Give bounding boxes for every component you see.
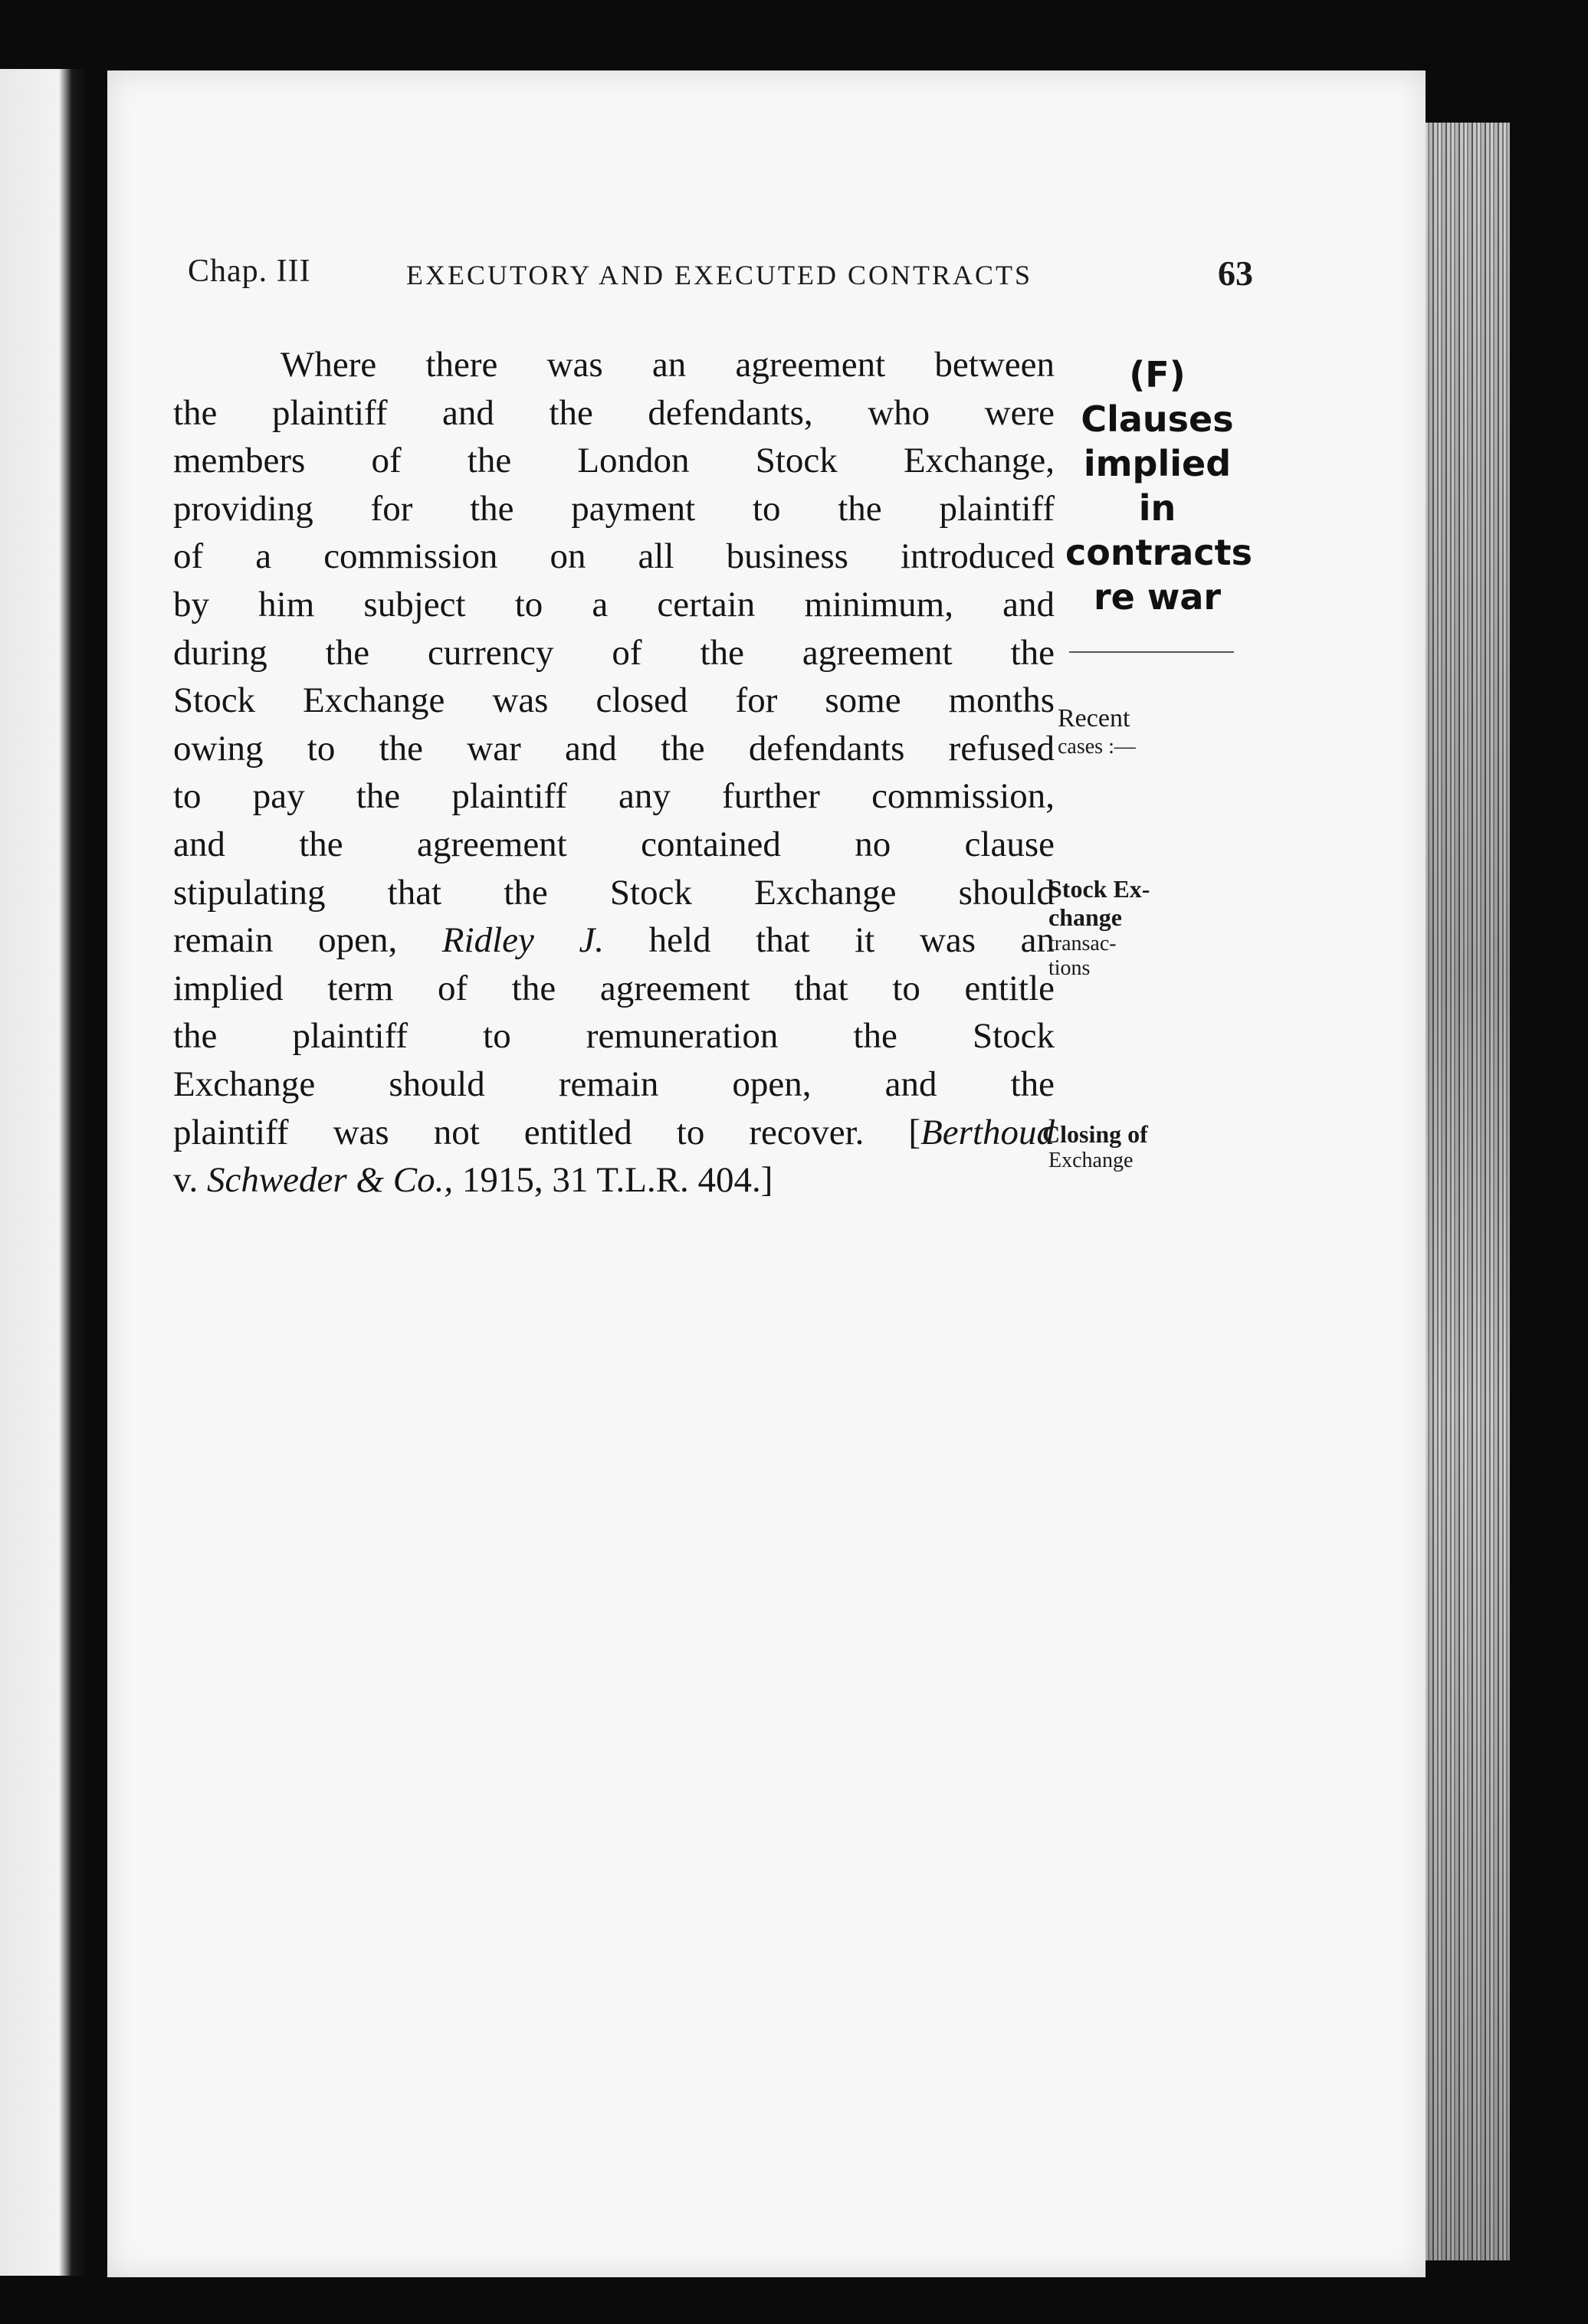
body-text-run: v. <box>173 1160 198 1201</box>
margin-heading-line: Clauses <box>1081 398 1234 440</box>
body-line <box>173 1156 1055 1205</box>
side-note-stock-exchange <box>1048 875 1150 981</box>
body-line: Where there was an agreement between <box>281 345 1055 385</box>
body-line <box>173 916 1055 965</box>
body-line: Stock Exchange was closed for some months <box>173 680 1055 721</box>
body-line <box>173 1109 1055 1157</box>
margin-heading-line: (F) <box>1129 354 1186 395</box>
case-name: Berthoud <box>920 1112 1055 1152</box>
side-note-closing <box>1042 1120 1148 1173</box>
margin-heading-line: re war <box>1093 576 1222 618</box>
side-note-text: change <box>1048 903 1122 931</box>
body-line: by him subject to a certain minimum, and <box>173 584 1055 624</box>
margin-heading-line: in <box>1138 487 1176 529</box>
side-note-recent-cases <box>1058 703 1136 759</box>
body-line: of a commission on all business introduced <box>173 536 1055 577</box>
chapter-label: Chap. III <box>188 254 311 289</box>
body-line: stipulating that the Stock Exchange should <box>173 872 1055 913</box>
side-note-text: Closing of <box>1042 1120 1148 1148</box>
running-title: EXECUTORY AND EXECUTED CONTRACTS <box>406 260 1033 290</box>
body-line: implied term of the agreement that to entitle <box>173 968 1055 1008</box>
body-line: Exchange should remain open, and the <box>173 1064 1055 1104</box>
margin-divider <box>1069 651 1234 653</box>
margin-heading-line: implied <box>1083 443 1232 484</box>
body-text-run: plaintiff was not entitled to recover. [ <box>173 1112 921 1152</box>
side-note-text: tions <box>1048 955 1091 980</box>
case-name: Schweder & Co., <box>206 1160 454 1201</box>
body-text-run: held that it was an <box>648 920 1055 961</box>
page-stack-shading <box>1426 123 1510 2260</box>
body-line: members of the London Stock Exchange, <box>173 441 1055 481</box>
page-number: 63 <box>1218 254 1253 293</box>
side-note-text: transac- <box>1048 931 1117 955</box>
body-line: providing for the payment to the plaintiff <box>173 488 1055 529</box>
case-citation: 1915, 31 T.L.R. 404.] <box>461 1160 773 1201</box>
body-paragraph <box>173 341 1055 1205</box>
side-note-text: Exchange <box>1048 1148 1134 1172</box>
body-line: the plaintiff and the defendants, who were <box>173 392 1055 433</box>
body-line: and the agreement contained no clause <box>173 824 1055 864</box>
running-head <box>188 253 1253 306</box>
side-note-text: Stock Ex- <box>1048 875 1150 903</box>
body-text-run: remain open, <box>173 920 398 961</box>
side-note-text: cases :— <box>1058 735 1136 759</box>
body-line: the plaintiff to remuneration the Stock <box>173 1016 1055 1057</box>
body-line: during the currency of the agreement the <box>173 632 1055 673</box>
facing-page-edge <box>0 69 84 2276</box>
body-line: to pay the plaintiff any further commission, <box>173 776 1055 817</box>
side-note-text: Recent <box>1058 704 1130 733</box>
margin-heading-line: contracts <box>1065 532 1252 573</box>
judge-name: Ridley J. <box>441 920 605 961</box>
body-line: owing to the war and the defendants refused <box>173 728 1055 769</box>
margin-heading <box>1065 352 1252 619</box>
